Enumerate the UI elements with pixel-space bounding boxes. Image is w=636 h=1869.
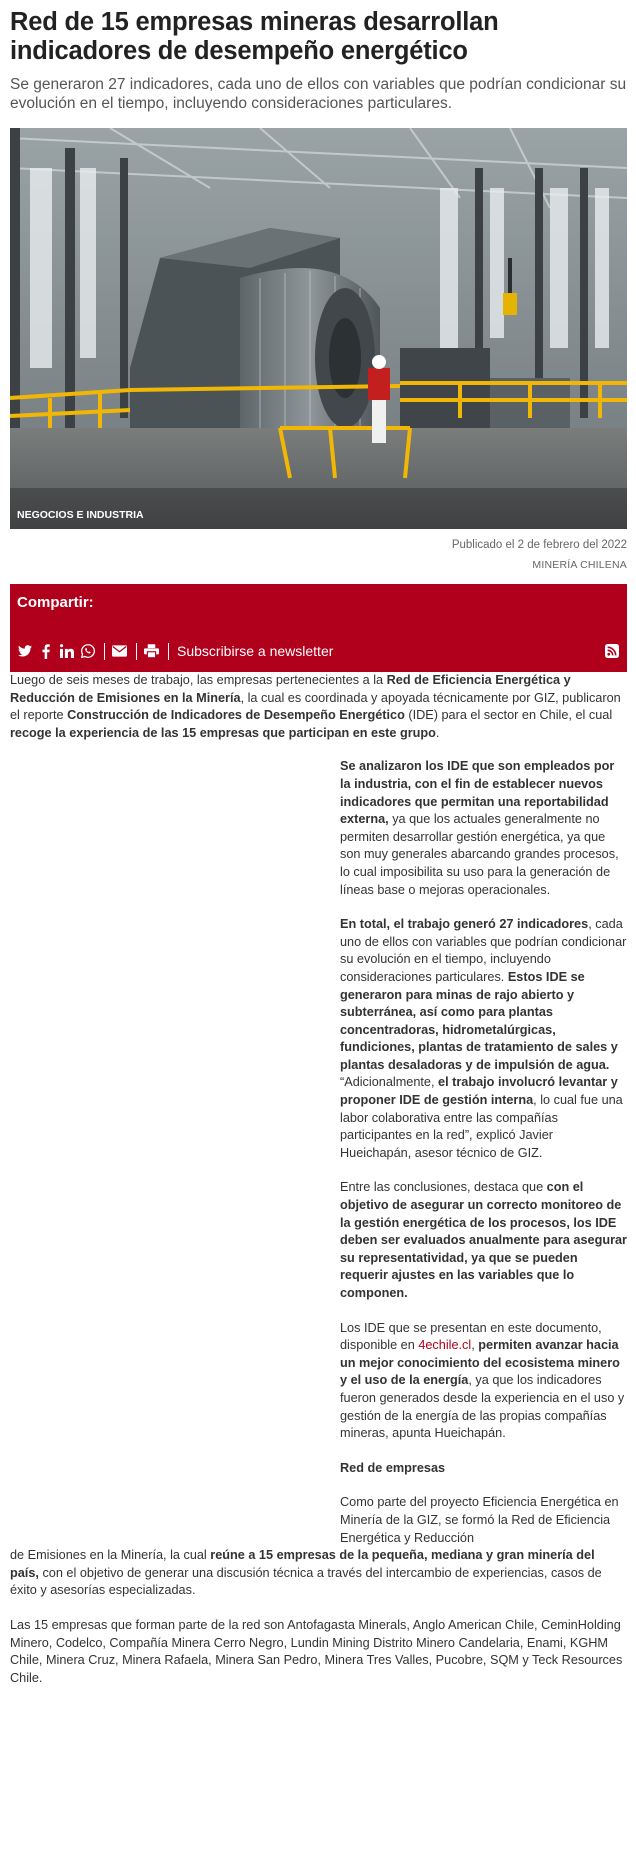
divider	[136, 643, 137, 660]
paragraph-5: Los IDE que se presentan en este documento, disponible en 4echile.cl, permiten avanzar hacia un mejor conocimiento del ecosistema minero y el uso de la energía, ya que los indicadores fueron generados desde la experiencia en el uso y gestión de la energía de las propias compañías mineras, apunta Hueichapán.	[340, 1320, 625, 1441]
rss-icon[interactable]	[605, 644, 619, 663]
4echile-link[interactable]: 4echile.cl	[418, 1338, 472, 1353]
right-column	[340, 758, 627, 1547]
print-icon[interactable]	[144, 643, 159, 659]
divider	[104, 643, 105, 660]
article-title: Red de 15 empresas mineras desarrollan indicadores de desempeño energético	[10, 8, 499, 65]
publish-date: Publicado el 2 de febrero del 2022	[451, 539, 627, 551]
paragraph-2: Se analizaron los IDE que son empleados por la industria, con el fin de establecer nuevos indicadores que permitan una reportabilidad externa, ya que los actuales generalmente no permiten desarrollar gestión energética, ya que son muy generales abarcando grandes procesos, lo cual imposibilita su uso para la generación de líneas base o mejoras operacionales.	[340, 759, 619, 897]
image-category-label[interactable]: NEGOCIOS E INDUSTRIA	[17, 509, 144, 521]
paragraph-6b: de Emisiones en la Minería, la cual reúne a 15 empresas de la pequeña, mediana y gran minería del país, con el objetivo de generar una discusión técnica a través del intercambio de experiencias, casos de éxito y asesorías especializadas.	[10, 1548, 602, 1598]
email-icon[interactable]	[112, 643, 127, 659]
share-bar	[10, 584, 627, 672]
paragraph-4: Entre las conclusiones, destaca que con el objetivo de asegurar un correcto monitoreo de la gestión energética de los procesos, los IDE deben ser evaluados anualmente para asegurar su representatividad, ya que se pueden requerir ajustes en las variables que lo componen.	[340, 1180, 627, 1300]
divider	[168, 643, 169, 660]
hero-image[interactable]	[10, 128, 627, 529]
linkedin-icon[interactable]	[59, 643, 74, 659]
article-page	[10, 0, 627, 1687]
facebook-icon[interactable]	[38, 643, 53, 659]
article-subtitle: Se generaron 27 indicadores, cada uno de ellos con variables que podrían condicionar su evolución en el tiempo, incluyendo consideraciones particulares.	[10, 76, 627, 112]
newsletter-link[interactable]: Subscribirse a newsletter	[177, 643, 334, 659]
paragraph-6a: Como parte del proyecto Eficiencia Energética en Minería de la GIZ, se formó la Red de Eficiencia Energética y Reducción	[340, 1495, 619, 1545]
paragraph-3: En total, el trabajo generó 27 indicadores, cada uno de ellos con variables que podrían condicionar su evolución en el tiempo, incluyendo consideraciones particulares. Estos IDE se generaron para minas de rajo abierto y subterránea, así como para plantas concentradoras, hidrometalúrgicas, fundiciones, plantas de tratamiento de sales y plantas desaladoras y de impulsión de agua. “Adicionalmente, el trabajo involucró levantar y proponer IDE de gestión interna, lo cual fue una labor colaborativa entre las compañías participantes en la red”, explicó Javier Hueichapán, asesor técnico de GIZ.	[340, 917, 627, 1160]
share-icons	[17, 642, 333, 660]
paragraph-1: Luego de seis meses de trabajo, las empresas pertenecientes a la Red de Eficiencia Energética y Reducción de Emisiones en la Minería, la cual es coordinada y apoyada técnicamente por GIZ, publicaron el reporte Construcción de Indicadores de Desempeño Energético (IDE) para el sector en Chile, el cual recoge la experiencia de las 15 empresas que participan en este grupo.	[10, 673, 621, 740]
section-heading: Red de empresas	[340, 1460, 446, 1475]
paragraph-7: Las 15 empresas que forman parte de la red son Antofagasta Minerals, Anglo American Chile, CeminHolding Minero, Codelco, Compañía Minera Cerro Negro, Lundin Mining Distrito Minero Candelaria, Enami, KGHM Chile, Minera Cruz, Minera Rafaela, Minera San Pedro, Minera Tres Valles, Pucobre, SQM y Teck Resources Chile.	[10, 1617, 623, 1685]
whatsapp-icon[interactable]	[80, 643, 95, 659]
twitter-icon[interactable]	[17, 643, 32, 659]
source-label: MINERÍA CHILENA	[532, 559, 627, 571]
mill-photo	[10, 128, 627, 529]
share-title: Compartir:	[17, 594, 94, 611]
article-body	[10, 672, 627, 1687]
